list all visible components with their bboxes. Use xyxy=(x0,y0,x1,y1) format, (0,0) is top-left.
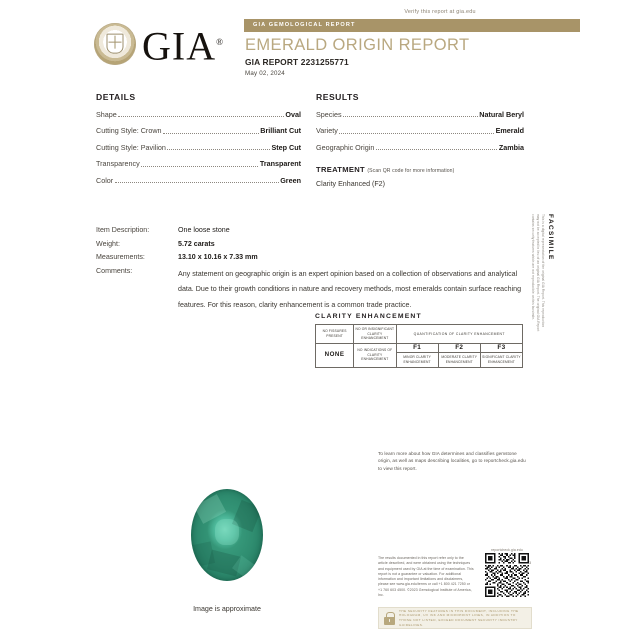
ce-col2-top: NO OR INSIGNIFICANT CLARITY ENHANCEMENT xyxy=(354,325,396,344)
gia-wordmark-text: GIA xyxy=(142,23,217,69)
qr-superscript: 3 xyxy=(529,561,531,565)
leader-dots xyxy=(339,132,494,134)
item-row-description xyxy=(96,226,526,234)
detail-label: Cutting Style: Pavilion xyxy=(96,142,166,152)
gia-seal-icon xyxy=(94,23,136,65)
disclaimer-text: The results documented in this report refer only to the article described, and were obtained using the techniques and equipment used by GIA at the time of examination. This report is not a guarantee or valuation. For additional information and important limitations and disclaimers, please see www.gia.edu/terms or call +1 800 421 7250 or +1 760 603 4500. ©2023 Gemological Institute of America, Inc. xyxy=(378,556,474,598)
facsimile-watermark xyxy=(524,214,554,332)
item-value: 13.10 x 10.16 x 7.33 mm xyxy=(178,253,258,262)
item-row-measurements xyxy=(96,253,526,261)
registered-mark: ® xyxy=(216,36,223,47)
leader-dots xyxy=(163,132,259,134)
item-value: Any statement on geographic origin is an expert opinion based on a collection of observations and analytical data. Due to their growth conditions in nature and recovery methods, most emeralds contain surface reaching features. For this reason, clarity enhancement is a common trade practice. xyxy=(178,269,522,309)
lock-icon xyxy=(384,612,395,625)
item-section xyxy=(96,226,526,319)
detail-value: Green xyxy=(280,175,301,185)
results-heading: RESULTS xyxy=(316,92,359,102)
item-value: 5.72 carats xyxy=(178,239,215,248)
detail-value: Oval xyxy=(285,109,301,119)
gia-logo xyxy=(94,20,234,68)
leader-dots xyxy=(141,165,258,167)
gold-bar-label: GIA GEMOLOGICAL REPORT xyxy=(253,22,356,28)
ce-grade-f1: F1 xyxy=(396,343,438,353)
item-label: Weight: xyxy=(96,239,120,248)
emerald-oval-stone xyxy=(191,489,263,581)
results-section xyxy=(316,92,524,188)
result-value: Natural Beryl xyxy=(479,109,524,119)
result-row-variety xyxy=(316,126,524,135)
treatment-value: Clarity Enhanced (F2) xyxy=(316,179,385,188)
ce-span-header: QUANTIFICATION OF CLARITY ENHANCEMENT xyxy=(396,325,522,344)
gia-wordmark xyxy=(142,22,223,69)
ce-grade-f3: F3 xyxy=(480,343,522,353)
result-label: Geographic Origin xyxy=(316,142,375,152)
details-section xyxy=(96,92,301,185)
ce-desc-f1: MINOR CLARITY ENHANCEMENT xyxy=(396,353,438,367)
item-label: Measurements: xyxy=(96,253,145,262)
facsimile-fine-print: This is a digital representation of the original GIA Report. This reproduction may not be accepted in lieu of an original GIA Report. The original GIA Report contains security features which are not reproducible on this facsimile. xyxy=(531,214,545,332)
detail-value: Brilliant Cut xyxy=(260,126,301,136)
leader-dots xyxy=(376,148,497,150)
item-row-comments xyxy=(96,267,526,313)
page-title: EMERALD ORIGIN REPORT xyxy=(245,36,470,54)
verify-report-line: Verify this report at gia.edu xyxy=(404,9,476,15)
leader-dots xyxy=(343,115,478,117)
clarity-enhancement-table xyxy=(315,324,523,368)
leader-dots xyxy=(118,115,284,117)
qr-label: reportcheck.gia.edu xyxy=(491,548,523,552)
report-date: May 02, 2024 xyxy=(245,70,285,77)
treatment-note: (Scan QR code for more information) xyxy=(367,167,455,174)
detail-row-crown xyxy=(96,126,301,135)
gemstone-image xyxy=(191,489,263,581)
security-notice-text: THE SECURITY FEATURES IN THIS DOCUMENT, INCLUDING THE HOLOGRAM, UV INK AND MICROPRINT LINES, IN ADDITION TO THOSE NOT LISTED, EXCEED DOCUMENT SECURITY INDUSTRY GUIDELINES. xyxy=(399,608,519,627)
qr-code-icon[interactable] xyxy=(485,553,529,597)
detail-row-transparency xyxy=(96,159,301,168)
detail-value: Step Cut xyxy=(271,142,301,152)
detail-label: Shape xyxy=(96,109,117,119)
result-label: Variety xyxy=(316,126,338,136)
item-label: Comments: xyxy=(96,266,133,275)
clarity-enhancement-title: CLARITY ENHANCEMENT xyxy=(315,313,422,320)
table-row xyxy=(316,343,523,353)
result-value: Emerald xyxy=(495,126,524,136)
detail-row-shape xyxy=(96,110,301,119)
detail-row-pavilion xyxy=(96,143,301,152)
result-row-species xyxy=(316,110,524,119)
item-row-weight xyxy=(96,240,526,248)
item-value: One loose stone xyxy=(178,226,230,234)
leader-dots xyxy=(167,148,270,150)
detail-value: Transparent xyxy=(259,159,301,169)
facsimile-word: FACSIMILE xyxy=(547,214,554,261)
qr-code-svg xyxy=(485,553,529,597)
ce-col2-bottom: NO INDICATIONS OF CLARITY ENHANCEMENT xyxy=(354,343,396,367)
ce-col1-bottom: NONE xyxy=(316,343,354,367)
detail-label: Transparency xyxy=(96,159,140,169)
gem-image-caption: Image is approximate xyxy=(193,605,261,613)
detail-label: Color xyxy=(96,175,114,185)
treatment-heading-text: TREATMENT xyxy=(316,164,365,174)
report-number: GIA REPORT 2231255771 xyxy=(245,57,349,67)
result-row-origin xyxy=(316,143,524,152)
security-features-bar xyxy=(378,607,532,629)
ce-desc-f2: MODERATE CLARITY ENHANCEMENT xyxy=(438,353,480,367)
item-label: Item Description: xyxy=(96,226,150,234)
gold-header-bar xyxy=(244,19,580,32)
ce-desc-f3: SIGNIFICANT CLARITY ENHANCEMENT xyxy=(480,353,522,367)
detail-label: Cutting Style: Crown xyxy=(96,126,162,136)
details-heading: DETAILS xyxy=(96,92,136,102)
qr-block xyxy=(481,548,533,597)
clarity-enhancement-section xyxy=(315,313,523,368)
learn-more-text: To learn more about how GIA determines and classifies gemstone origin, as well as maps describing localities, go to reportcheck.gia.edu to view this report. xyxy=(378,451,526,471)
ce-col1-top: NO FISSURES PRESENT xyxy=(316,325,354,344)
table-row xyxy=(316,325,523,344)
result-value: Zambia xyxy=(498,142,524,152)
treatment-heading xyxy=(316,165,524,174)
ce-grade-f2: F2 xyxy=(438,343,480,353)
leader-dots xyxy=(115,181,279,183)
result-label: Species xyxy=(316,109,342,119)
detail-row-color xyxy=(96,176,301,185)
